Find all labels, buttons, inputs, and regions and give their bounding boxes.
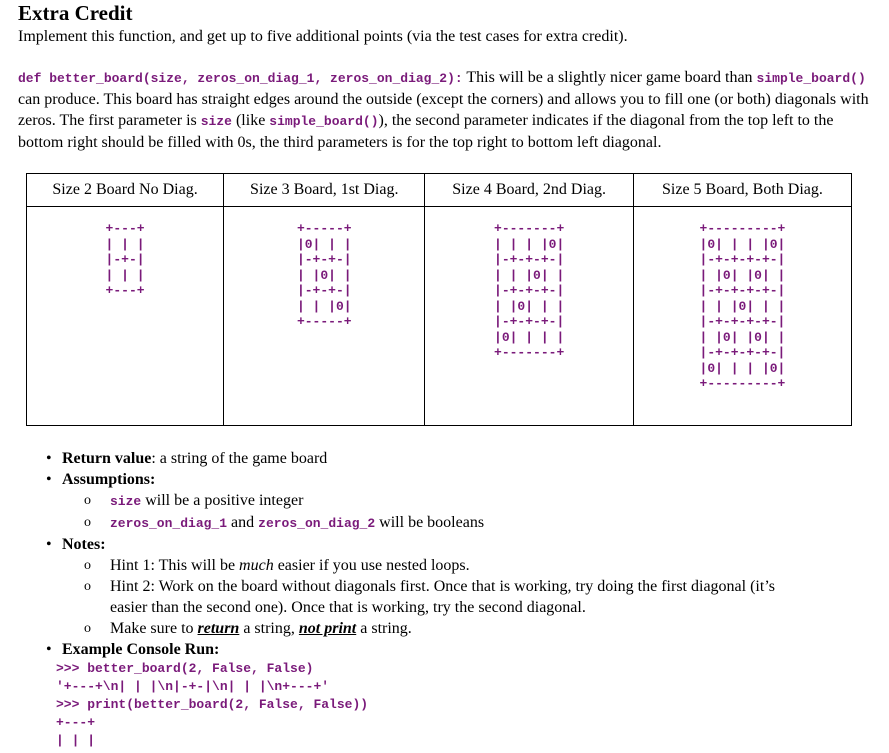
list-item: • Notes: — [46, 534, 810, 555]
board-size-3: +-----+ |0| | | |-+-+-| | |0| | |-+-+-| | | |0| +-----+ — [296, 221, 352, 329]
intro-text: Implement this function, and get up to five additional points (via the test cases for extra credit). — [18, 28, 628, 45]
table-header: Size 4 Board, 2nd Diag. — [425, 174, 633, 207]
table-cell — [425, 207, 633, 426]
table-header: Size 5 Board, Both Diag. — [633, 174, 851, 207]
function-description: def better_board(size, zeros_on_diag_1, zeros_on_diag_2): This will be a slightly nicer game board than simple_board() can produce. This board has straight edges around the outside (except the corners) and allows you to fill one (or both) diagonals with zeros. The first parameter is size (like simple_board()), the second parameter indicates if the diagonal from the top left to the bottom right should be filled with 0s, the third parameters is for the top right to bottom left diagonal. — [18, 69, 869, 151]
function-signature: def better_board(size, zeros_on_diag_1, zeros_on_diag_2): — [18, 71, 463, 86]
table-header: Size 3 Board, 1st Diag. — [224, 174, 425, 207]
list-subitem: o size will be a positive integer — [74, 490, 810, 512]
board-size-2: +---+ | | | |-+-| | | | +---+ — [105, 221, 145, 298]
table-header: Size 2 Board No Diag. — [27, 174, 224, 207]
document-page — [18, 0, 878, 153]
page-title: Extra Credit — [18, 1, 133, 25]
table-cell — [633, 207, 851, 426]
list-item: • Return value: a string of the game board — [46, 448, 810, 469]
list-item: • Example Console Run: — [46, 639, 810, 660]
example-boards-table — [26, 173, 852, 426]
list-subitem: o zeros_on_diag_1 and zeros_on_diag_2 will be booleans — [74, 512, 810, 534]
list-subitem: o Hint 1: This will be much easier if you use nested loops. — [74, 555, 810, 576]
table-cell — [27, 207, 224, 426]
table-cell — [224, 207, 425, 426]
board-size-4: +-------+ | | | |0| |-+-+-+-| | | |0| | |-+-+-+-| | |0| | | |-+-+-+-| |0| | | | +-------+ — [494, 221, 565, 360]
console-example: >>> better_board(2, False, False) '+---+\n| | |\n|-+-|\n| | |\n+---+' >>> print(better_board(2, False, False)) +---+ | | | — [56, 661, 369, 748]
list-subitem: o Hint 2: Work on the board without diagonals first. Once that is working, try doing the first diagonal (it’s easier than the second one). Once that is working, try the second diagonal. — [74, 576, 810, 618]
list-subitem: o Make sure to return a string, not print a string. — [74, 618, 810, 639]
list-item: • Assumptions: — [46, 469, 810, 490]
board-size-5: +---------+ |0| | | |0| |-+-+-+-+-| | |0| |0| | |-+-+-+-+-| | | |0| | | |-+-+-+-+-| | |0| |0| | |-+-+-+-+-| |0| | | |0| +---------+ — [699, 221, 786, 391]
details-list — [46, 448, 810, 750]
